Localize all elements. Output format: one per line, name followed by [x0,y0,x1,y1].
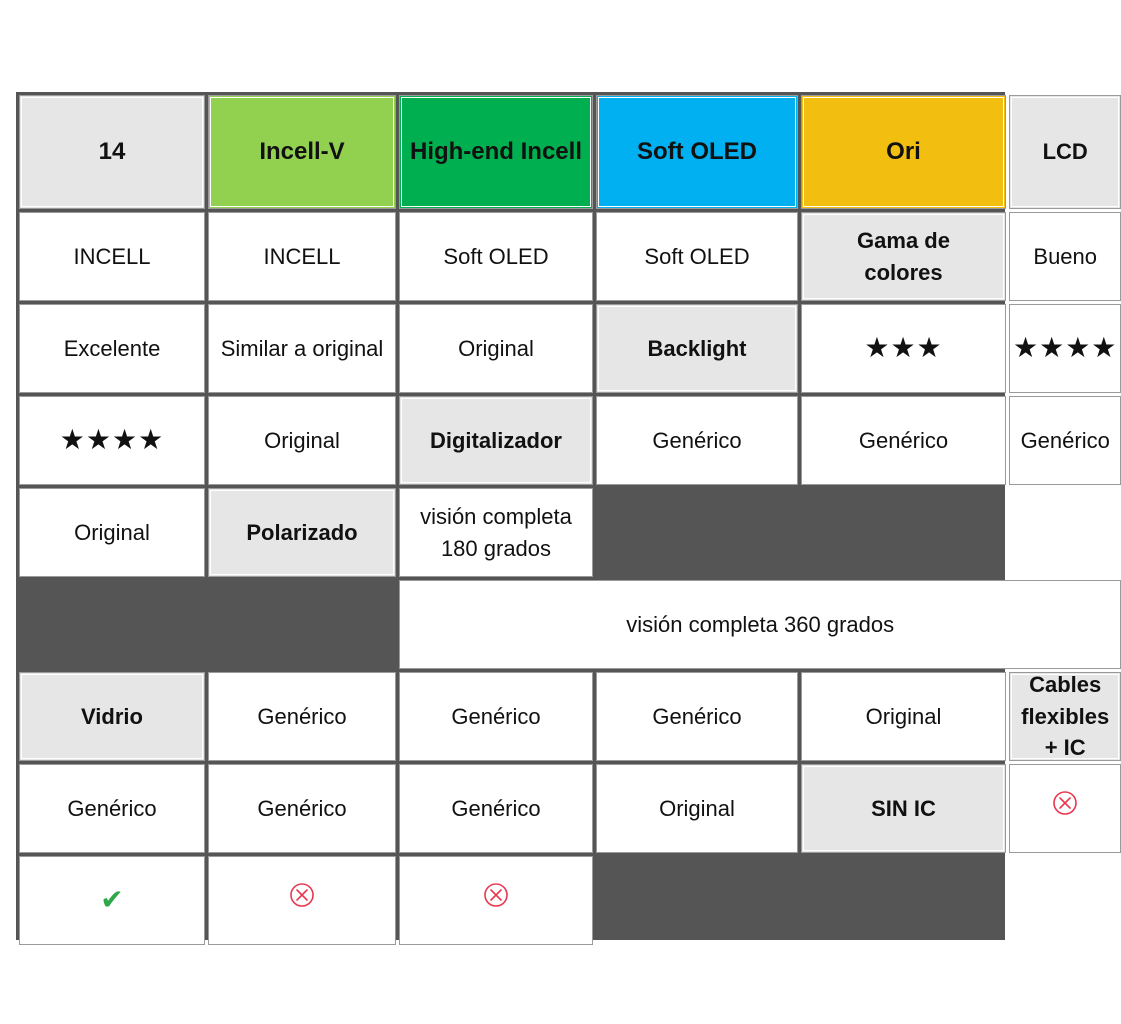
table-cell [208,856,396,945]
comparison-table [16,92,1118,940]
x-circle-icon [1052,790,1078,828]
table-cell: Genérico [208,672,396,761]
table-cell: Genérico [399,672,593,761]
table-cell [19,856,205,945]
table-cell: Similar a original [208,304,396,393]
table-cell: Original [208,396,396,485]
column-header-soft-oled: Soft OLED [596,95,798,209]
table-cell: Excelente [19,304,205,393]
table-cell: Genérico [801,396,1006,485]
table-corner-cell: 14 [19,95,205,209]
table-cell: Genérico [1009,396,1121,485]
column-header-ori: Ori [801,95,1006,209]
row-label-lcd: LCD [1009,95,1121,209]
table-cell: visión completa 180 grados [399,488,593,577]
table-cell: INCELL [208,212,396,301]
row-label-vidrio: Vidrio [19,672,205,761]
table-cell: Original [19,488,205,577]
table-cell: Soft OLED [596,212,798,301]
row-label-sin-ic: SIN IC [801,764,1006,853]
check-icon: ✔ [100,883,124,917]
table-cell: Original [399,304,593,393]
table-cell [1009,764,1121,853]
star-rating: ★★★ [801,304,1006,393]
x-circle-icon [483,882,509,920]
column-header-incell-v: Incell-V [208,95,396,209]
table-cell: Original [801,672,1006,761]
table-cell: Genérico [596,396,798,485]
star-rating: ★★★★ [1009,304,1121,393]
row-label-digitalizador: Digitalizador [399,396,593,485]
table-cell: Genérico [208,764,396,853]
table-cell [399,856,593,945]
row-label-polarizado: Polarizado [208,488,396,577]
column-header-high-end-incell: High-end Incell [399,95,593,209]
row-label-gama-de-colores: Gama de colores [801,212,1006,301]
table-cell: INCELL [19,212,205,301]
star-rating: ★★★★ [19,396,205,485]
table-cell: Genérico [399,764,593,853]
row-label-cables-flexibles-ic: Cables flexibles + IC [1009,672,1121,761]
merged-table-cell: visión completa 360 grados [399,580,1121,669]
table-cell: Original [596,764,798,853]
table-cell: Genérico [596,672,798,761]
row-label-backlight: Backlight [596,304,798,393]
x-circle-icon [289,882,315,920]
table-cell: Genérico [19,764,205,853]
table-cell: Bueno [1009,212,1121,301]
table-cell: Soft OLED [399,212,593,301]
